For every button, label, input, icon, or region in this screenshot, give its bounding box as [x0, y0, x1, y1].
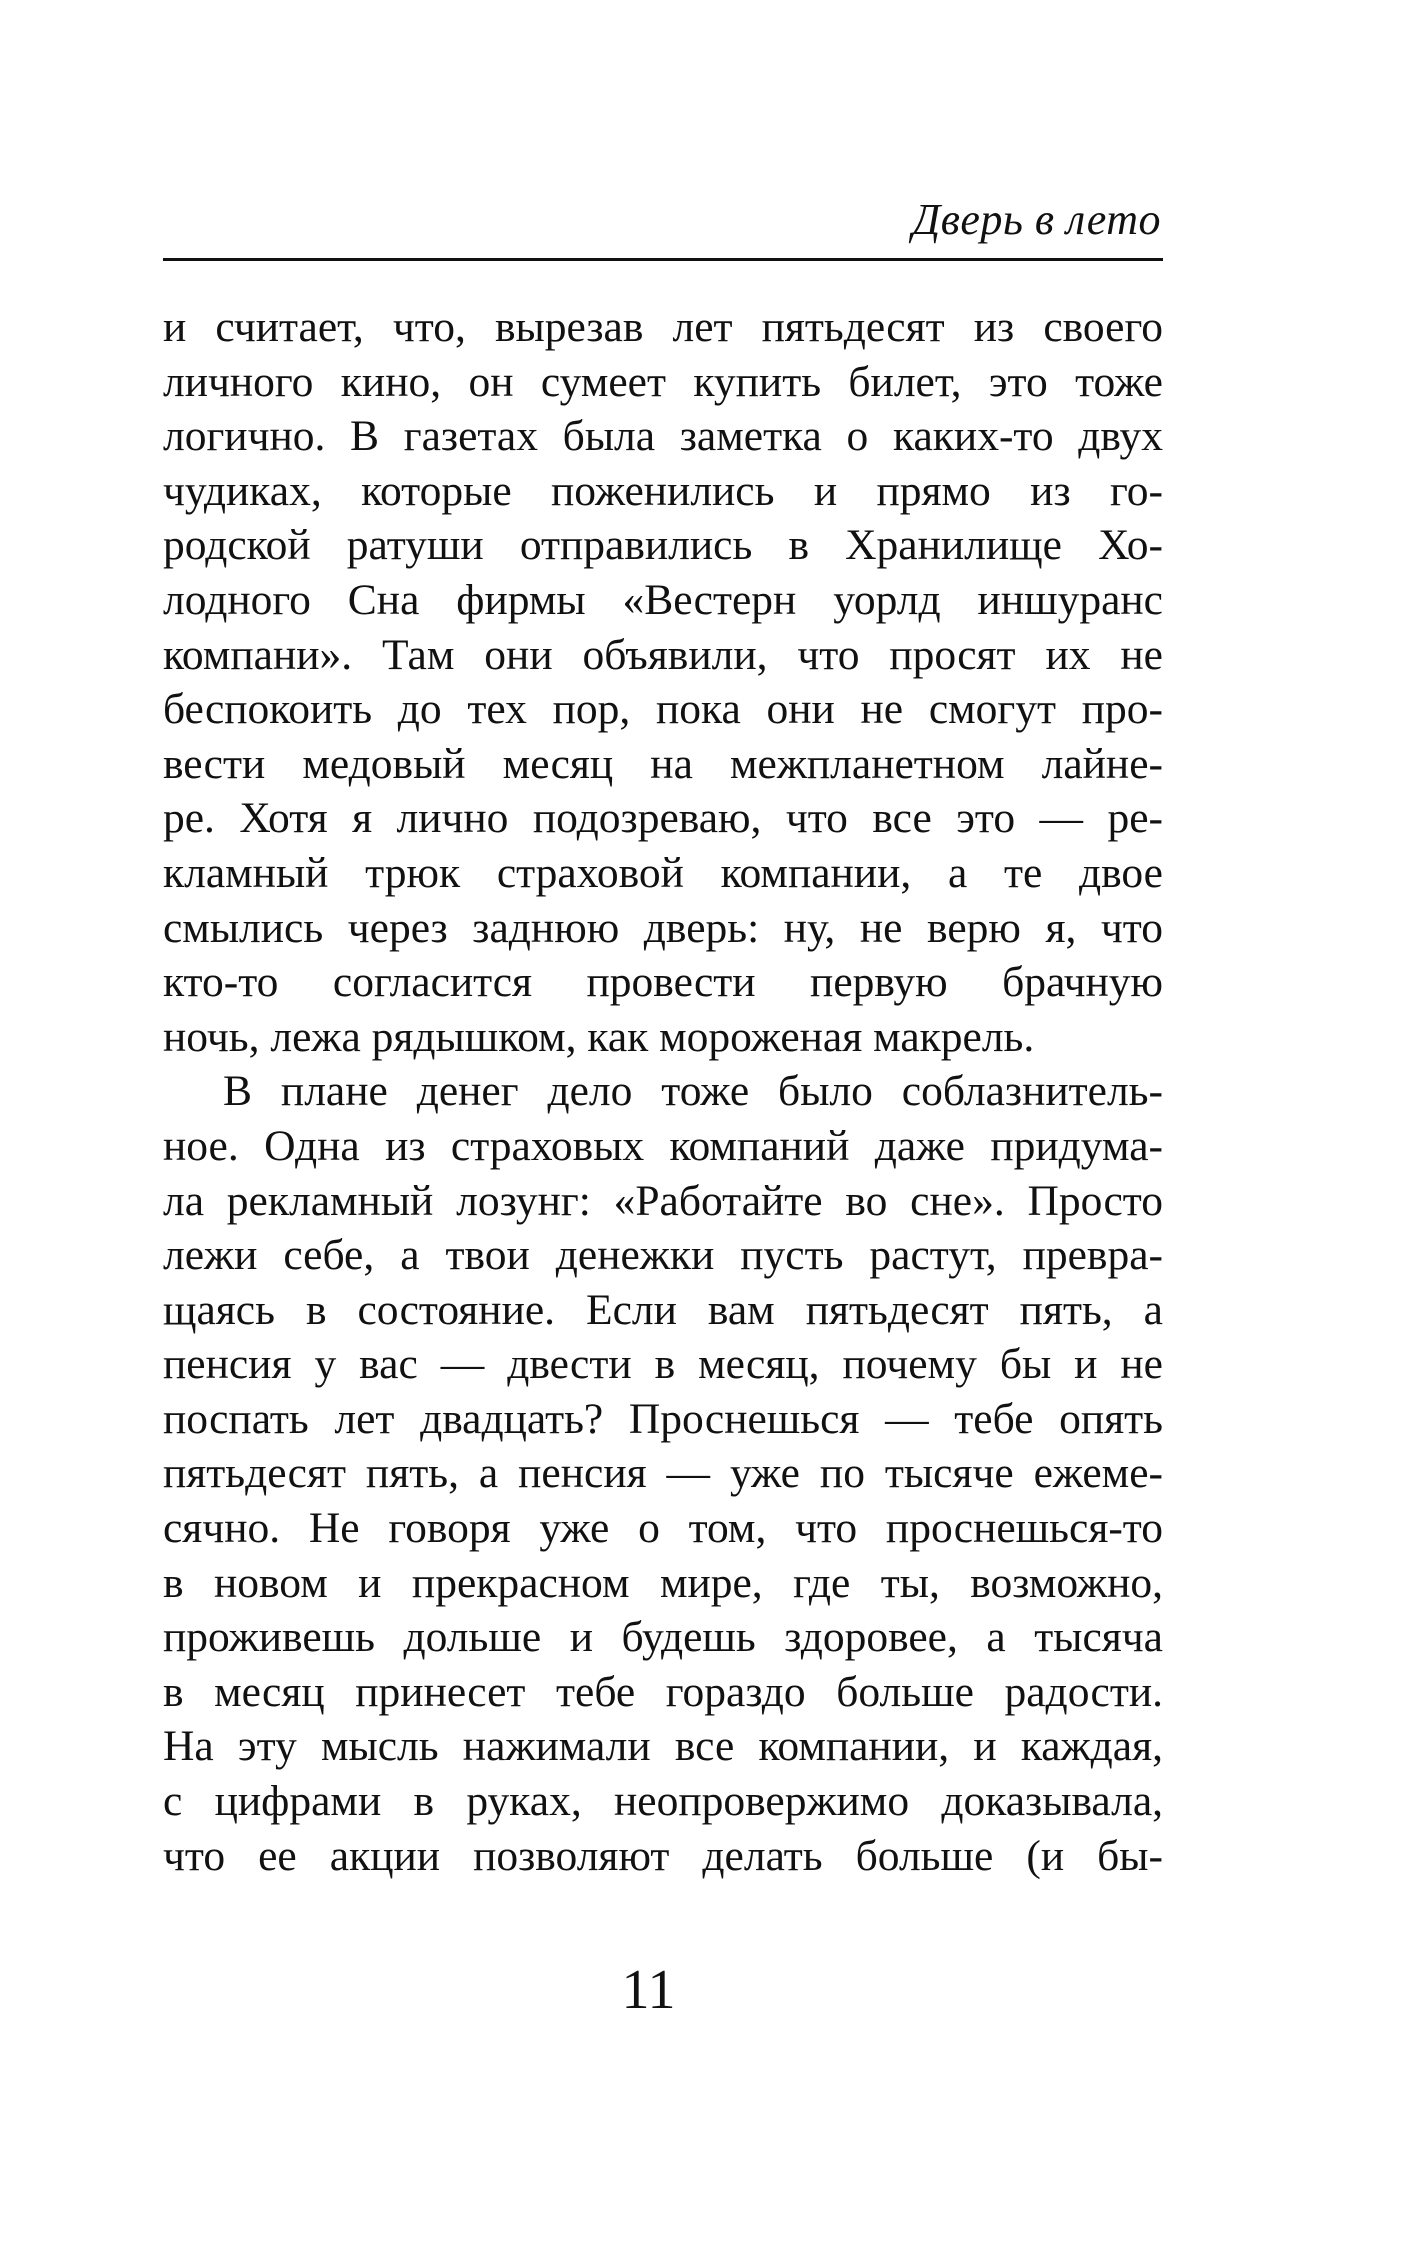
page-number: 11: [621, 1959, 676, 2021]
text-line: ла рекламный лозунг: «Работайте во сне». Просто: [163, 1176, 1163, 1225]
text-line: в месяц принесет тебе гораздо больше радости.: [163, 1667, 1163, 1716]
text-line: сячно. Не говоря уже о том, что проснешься-то: [163, 1504, 1163, 1553]
text-line: логично. В газетах была заметка о каких-то двух: [163, 412, 1163, 461]
text-line: На эту мысль нажимали все компании, и каждая,: [163, 1722, 1163, 1771]
text-line: поспать лет двадцать? Проснешься — тебе опять: [163, 1394, 1163, 1443]
text-line: чудиках, которые поженились и прямо из го-: [163, 466, 1163, 515]
text-line: кламный трюк страховой компании, а те двое: [163, 848, 1163, 897]
text-line: лежи себе, а твои денежки пусть растут, превра-: [163, 1231, 1163, 1280]
text-line: компани». Там они объявили, что просят их не: [163, 630, 1163, 679]
text-line: пятьдесят пять, а пенсия — уже по тысяче ежеме-: [163, 1449, 1163, 1498]
text-line: в новом и прекрасном мире, где ты, возможно,: [163, 1558, 1163, 1607]
text-line: что ее акции позволяют делать больше (и бы-: [163, 1831, 1163, 1880]
text-line: с цифрами в руках, неопровержимо доказывала,: [163, 1777, 1163, 1826]
text-line: В плане денег дело тоже было соблазнитель-: [223, 1067, 1163, 1116]
running-head: Дверь в лето: [912, 195, 1161, 244]
text-line: беспокоить до тех пор, пока они не смогут про-: [163, 685, 1163, 734]
text-line: щаясь в состояние. Если вам пятьдесят пять, а: [163, 1285, 1163, 1334]
text-line: вести медовый месяц на межпланетном лайне-: [163, 739, 1163, 788]
body-text: [163, 300, 1163, 1883]
text-line: ре. Хотя я лично подозреваю, что все это — ре-: [163, 794, 1163, 843]
text-line: личного кино, он сумеет купить билет, это тоже: [163, 357, 1163, 406]
text-line: пенсия у вас — двести в месяц, почему бы и не: [163, 1340, 1163, 1389]
text-line: смылись через заднюю дверь: ну, не верю я, что: [163, 903, 1163, 952]
text-line: ное. Одна из страховых компаний даже придума-: [163, 1121, 1163, 1170]
text-line: ночь, лежа рядышком, как мороженая макрель.: [163, 1012, 1035, 1061]
text-line: проживешь дольше и будешь здоровее, а тысяча: [163, 1613, 1163, 1662]
text-line: кто-то согласится провести первую брачную: [163, 958, 1163, 1007]
text-line: лодного Сна фирмы «Вестерн уорлд иншуранс: [163, 575, 1163, 624]
text-line: родской ратуши отправились в Хранилище Хо-: [163, 521, 1163, 570]
header-rule: [163, 258, 1163, 261]
text-line: и считает, что, вырезав лет пятьдесят из своего: [163, 303, 1163, 351]
